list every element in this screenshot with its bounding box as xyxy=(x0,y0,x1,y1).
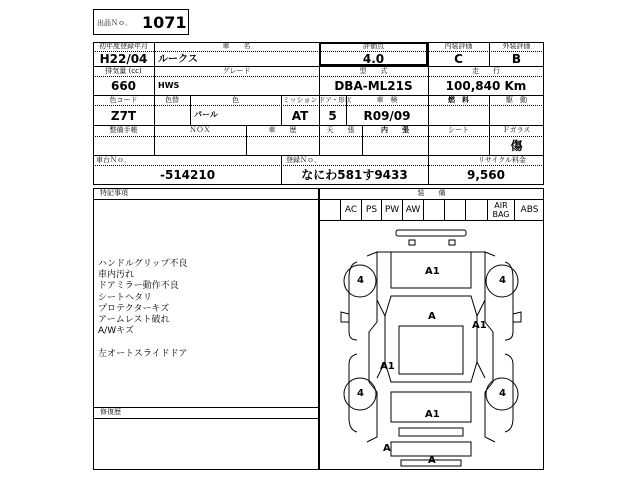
grade-label: グレード xyxy=(222,67,251,75)
color-change-label: 色替 xyxy=(165,96,179,104)
exterior-grade-value: B xyxy=(511,52,522,66)
lot-number-label: 出品Ｎｏ． xyxy=(97,19,132,27)
nox-label: ＮＯＸ xyxy=(189,126,211,134)
reg-date-label: 初年度登録年月 xyxy=(99,42,148,50)
repair-history-label: 修復歴 xyxy=(100,408,121,416)
model-code-label: 型 式 xyxy=(359,67,388,75)
car-name-label: 車 名 xyxy=(222,42,251,50)
interior-grade-label: 内装評価 xyxy=(444,42,473,50)
inspection-value: R09/09 xyxy=(363,109,411,123)
equipment-aw: AW xyxy=(403,199,424,221)
note-line: 車内汚れ xyxy=(98,270,135,281)
plate-number-value: なにわ581す9433 xyxy=(301,168,408,182)
note-line: ハンドルグリップ不良 xyxy=(98,259,188,269)
note-line: A/Wキズ xyxy=(98,326,134,337)
equipment-header: 装 備 xyxy=(417,189,446,197)
score-value: 4.0 xyxy=(362,52,385,66)
door-shape-value: 5 xyxy=(328,109,337,123)
headliner-label: 天 張 xyxy=(326,126,355,134)
recycle-fee-label: リサイクル料金 xyxy=(478,156,527,164)
equipment-cell-empty xyxy=(445,199,466,221)
tire-grade-rear-left: 4 xyxy=(357,388,364,399)
exterior-grade-label: 外装評価 xyxy=(502,42,531,50)
equipment-row xyxy=(319,199,544,221)
damage-code-rear-bumper: A xyxy=(428,455,436,466)
note-line: 左オートスライドドア xyxy=(98,348,188,359)
plate-number-label: 登録Ｎｏ． xyxy=(286,156,321,164)
maintenance-book-label: 整備手帳 xyxy=(109,126,138,134)
damage-code-right-side: A1 xyxy=(472,320,487,331)
transmission-value: AT xyxy=(291,109,309,123)
damage-code-hood: A1 xyxy=(425,266,440,277)
equipment-pw: PW xyxy=(382,199,403,221)
windshield-label: Ｆガラス xyxy=(502,126,531,134)
recycle-fee-value: 9,560 xyxy=(467,168,505,182)
seat-label: シート xyxy=(448,126,469,134)
damage-code-roof: A xyxy=(428,311,436,322)
fuel-label: 燃 料 xyxy=(448,96,469,104)
door-shape-label: ドア・形状 xyxy=(319,96,352,104)
displacement-label: 排気量 (cc) xyxy=(105,67,142,75)
mileage-value: 100,840 Km xyxy=(445,79,527,93)
equipment-abs: ABS xyxy=(520,205,539,215)
color-label: 色 xyxy=(232,96,239,104)
tire-grade-rear-right: 4 xyxy=(499,388,506,399)
color-value: パール xyxy=(194,110,218,119)
note-line: プロテクターキズ xyxy=(98,303,170,314)
lot-number-box xyxy=(93,9,189,35)
damage-code-rear-door: A1 xyxy=(425,409,440,420)
equipment-airbag: AIR BAG xyxy=(488,199,515,221)
interior-trim-label: 内 張 xyxy=(381,126,409,134)
grade-value: HWS xyxy=(158,81,180,90)
score-label: 評価点 xyxy=(363,42,384,50)
model-code-value: DBA-ML21S xyxy=(334,79,413,93)
inspection-label: 車 検 xyxy=(376,96,398,104)
tire-grade-front-right: 4 xyxy=(499,275,506,286)
tire-grade-front-left: 4 xyxy=(357,275,364,286)
car-name-value: ルークス xyxy=(158,54,198,65)
transmission-label: ミッション xyxy=(282,96,318,104)
drive-label: 駆 動 xyxy=(506,96,527,104)
color-code-label: 色コード xyxy=(109,96,138,104)
displacement-value: 660 xyxy=(110,79,137,93)
chassis-number-label: 車台Ｎｏ． xyxy=(96,156,131,164)
notes-header: 特記事項 xyxy=(100,189,128,197)
damage-code-rear-left: A xyxy=(383,443,391,454)
lot-number: 1071 xyxy=(142,13,187,32)
equipment-cell-empty xyxy=(319,199,341,221)
equipment-cell-empty xyxy=(424,199,445,221)
windshield-value: 傷 xyxy=(510,139,523,153)
reg-date-value: H22/04 xyxy=(99,52,148,66)
equipment-ac: AC xyxy=(341,199,362,221)
color-code-value: Z7T xyxy=(110,109,137,123)
note-line: シートヘタリ xyxy=(98,292,153,303)
equipment-ps: PS xyxy=(362,199,382,221)
note-line: アームレスト破れ xyxy=(98,315,170,325)
chassis-number-value: -514210 xyxy=(160,168,216,182)
equipment-cell-empty xyxy=(466,199,488,221)
note-line: ドアミラー動作不良 xyxy=(98,281,179,292)
history-label: 車 歴 xyxy=(268,126,297,134)
interior-grade-value: C xyxy=(454,52,463,66)
mileage-label: 走 行 xyxy=(472,67,500,75)
car-damage-diagram xyxy=(319,222,544,470)
damage-code-left-rear: A1 xyxy=(380,361,395,372)
